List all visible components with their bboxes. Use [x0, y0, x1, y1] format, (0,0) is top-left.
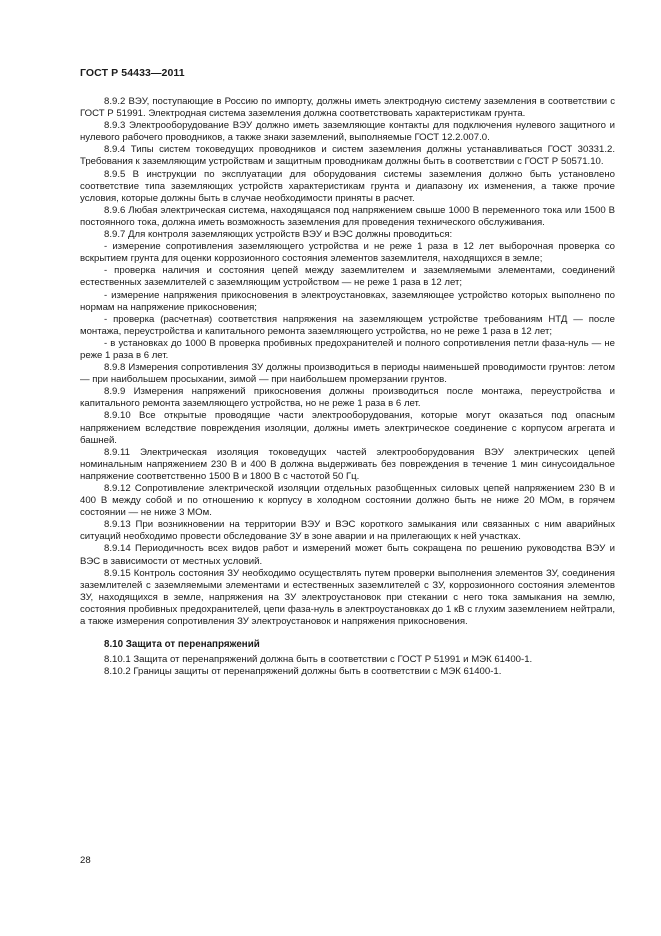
- list-item-2: - проверка наличия и состояния цепей между заземлителем и заземляемыми элементами, соединений естественных заземлителей с заземляющим устройством — не реже 1 раза в 12 лет;: [80, 265, 615, 289]
- paragraph-8-9-13: 8.9.13 При возникновении на территории ВЭУ и ВЭС короткого замыкания или связанных с ним аварийных ситуаций необходимо провести обследование ЗУ в зоне аварии и на прилегающих к ней участках.: [80, 519, 615, 543]
- document-body: [80, 96, 615, 678]
- list-item-4: - проверка (расчетная) соответствия напряжения на заземляющем устройстве требованиям НТД — после монтажа, переустройства и капитального ремонта заземляющего устройства, но не реже 1 раза в 12 лет;: [80, 313, 615, 337]
- paragraph-8-9-6: 8.9.6 Любая электрическая система, находящаяся под напряжением свыше 1000 В переменного тока или 1500 В постоянного тока, должна иметь возможность заземления для проведения технического обслуживания.: [80, 204, 615, 228]
- list-item-5: - в установках до 1000 В проверка пробивных предохранителей и полного сопротивления петли фаза-нуль — не реже 1 раза в 6 лет.: [80, 337, 615, 361]
- list-item-1: - измерение сопротивления заземляющего устройства и не реже 1 раза в 12 лет выборочная проверка со вскрытием грунта для оценки коррозионного состояния элементов заземлителя, находящихся в земле;: [80, 241, 615, 265]
- page-number: 28: [80, 855, 91, 866]
- document-header: ГОСТ Р 54433—2011: [80, 67, 185, 79]
- section-title-8-10: 8.10 Защита от перенапряжений: [104, 639, 260, 651]
- paragraph-8-9-4: 8.9.4 Типы систем токоведущих проводников и систем заземления должны устанавливаться ГОСТ 30331.2. Требования к заземляющим устройствам и защитным проводникам должны быть в соответствии с ГОСТ Р 50571.10.: [80, 144, 615, 168]
- paragraph-8-9-11: 8.9.11 Электрическая изоляция токоведущих частей электрооборудования ВЭУ электрических цепей номинальным напряжением 230 В и 400 В должна выдерживать без повреждения в течение 1 мин синусоидальное напряжение соответственно 1500 В и 1800 В с частотой 50 Гц.: [80, 446, 615, 482]
- paragraph-8-9-10: 8.9.10 Все открытые проводящие части электрооборудования, которые могут оказаться под опасным напряжением вследствие повреждения изоляции, должны иметь электрическое соединение с корпусом агрегата и башней.: [80, 410, 615, 446]
- paragraph-8-9-14: 8.9.14 Периодичность всех видов работ и измерений может быть сокращена по решению руководства ВЭУ и ВЭС в зависимости от местных условий.: [80, 543, 615, 567]
- list-item-3: - измерение напряжения прикосновения в электроустановках, заземляющее устройство которых выполнено по нормам на напряжение прикосновения;: [80, 289, 615, 313]
- paragraph-8-9-3: 8.9.3 Электрооборудование ВЭУ должно иметь заземляющие контакты для подключения нулевого защитного и нулевого рабочего проводников, а также знаки заземлений, выполняемые ГОСТ 12.2.007.0.: [80, 120, 615, 144]
- paragraph-8-9-12: 8.9.12 Сопротивление электрической изоляции отдельных разобщенных силовых цепей напряжением 230 В и 400 В между собой и по отношению к корпусу в холодном состоянии должно быть не ниже 20 МОм, в горячем состоянии — не ниже 3 МОм.: [80, 483, 615, 519]
- paragraph-8-10-2: 8.10.2 Границы защиты от перенапряжений должны быть в соответствии с МЭК 61400-1.: [104, 666, 502, 678]
- paragraph-8-9-2: 8.9.2 ВЭУ, поступающие в Россию по импорту, должны иметь электродную систему заземления в соответствии с ГОСТ Р 51991. Электродная система заземления должна соответствовать характеристикам грунта.: [80, 96, 615, 120]
- paragraph-8-9-8: 8.9.8 Измерения сопротивления ЗУ должны производиться в периоды наименьшей проводимости грунтов: летом — при наибольшем просыхании, зимой — при наибольшем промерзании грунтов.: [80, 362, 615, 386]
- paragraph-8-9-15: 8.9.15 Контроль состояния ЗУ необходимо осуществлять путем проверки выполнения элементов ЗУ, соединения заземлителей с заземляемыми элементами и естественных заземлителей с ЗУ, коррозионного состояния элементов ЗУ, находящихся в земле, напряжения на ЗУ электроустановок при стекании с него тока замыкания на землю, состояния пробивных предохранителей, цепи фаза-нуль в электроустановках до 1 кВ с глухим заземлением нейтрали, а также измерения сопротивления ЗУ электроустановок и напряжения прикосновения.: [80, 567, 615, 628]
- paragraph-8-9-7: 8.9.7 Для контроля заземляющих устройств ВЭУ и ВЭС должны проводиться:: [104, 229, 453, 241]
- paragraph-8-9-9: 8.9.9 Измерения напряжений прикосновения должны производиться после монтажа, переустройства и капитального ремонта заземляющего устройства, но не реже 1 раза в 6 лет.: [80, 386, 615, 410]
- paragraph-8-10-1: 8.10.1 Защита от перенапряжений должна быть в соответствии с ГОСТ Р 51991 и МЭК 61400-1.: [104, 654, 533, 666]
- paragraph-8-9-5: 8.9.5 В инструкции по эксплуатации для оборудования системы заземления должно быть установлено соответствие типа заземляющих устройств характеристикам грунта и диапазону их изменения, а также прочие условия, которые должны быть в случае необходимости приняты в расчет.: [80, 168, 615, 204]
